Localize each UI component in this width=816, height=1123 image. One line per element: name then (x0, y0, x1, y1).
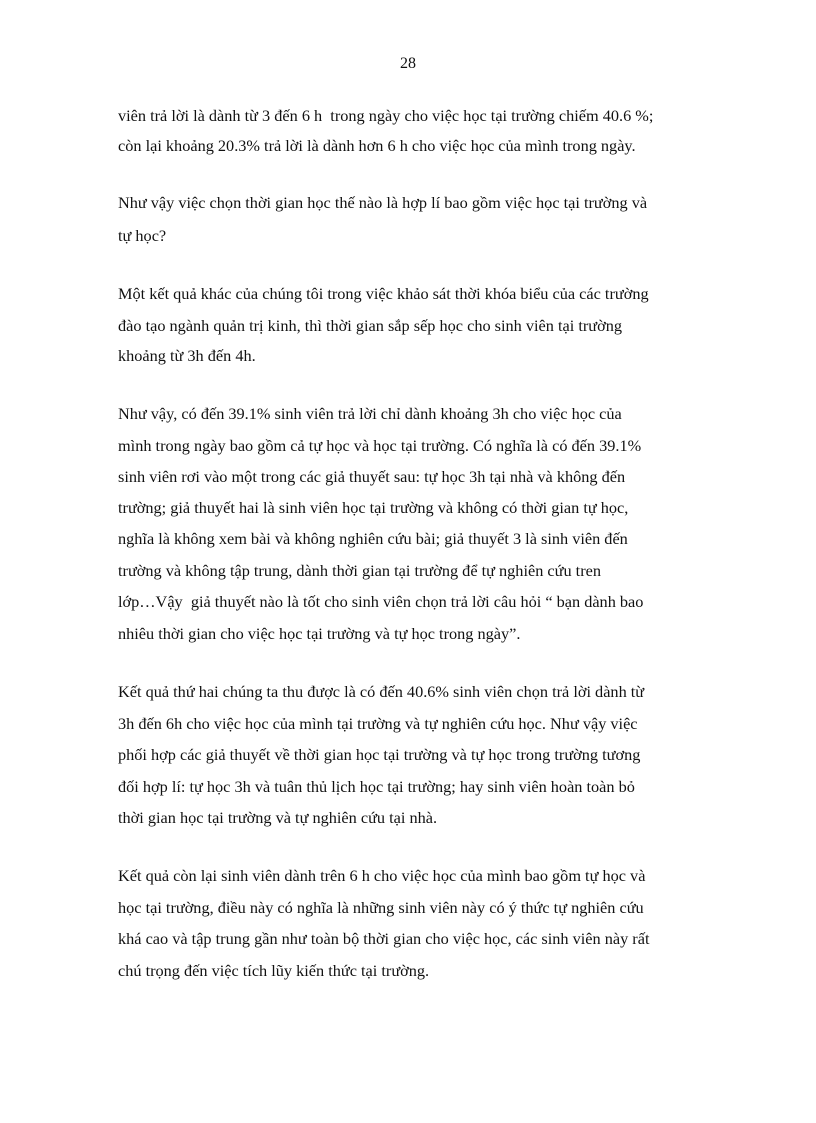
text-line: nghĩa là không xem bài và không nghiên cứu bài; giả thuyết 3 là sinh viên đến (118, 529, 628, 548)
text-line: đối hợp lí: tự học 3h và tuân thủ lịch học tại trường; hay sinh viên hoàn toàn bỏ (118, 777, 635, 796)
text-line: khá cao và tập trung gần như toàn bộ thời gian cho việc học, các sinh viên này rất (118, 929, 650, 948)
text-line: Kết quả còn lại sinh viên dành trên 6 h cho việc học của mình bao gồm tự học và (118, 866, 646, 885)
text-line: viên trả lời là dành từ 3 đến 6 h trong ngày cho việc học tại trường chiếm 40.6 %; (118, 106, 654, 125)
text-line: chú trọng đến việc tích lũy kiến thức tại trường. (118, 961, 430, 980)
text-line: trường và không tập trung, dành thời gian tại trường để tự nghiên cứu tren (118, 561, 601, 580)
text-line: thời gian học tại trường và tự nghiên cứu tại nhà. (118, 808, 438, 827)
text-line: nhiêu thời gian cho việc học tại trường và tự học trong ngày”. (118, 624, 521, 643)
text-line: Một kết quả khác của chúng tôi trong việc khảo sát thời khóa biểu của các trường (118, 284, 649, 303)
text-line: còn lại khoảng 20.3% trả lời là dành hơn 6 h cho việc học của mình trong ngày. (118, 136, 636, 155)
text-line: Kết quả thứ hai chúng ta thu được là có đến 40.6% sinh viên chọn trả lời dành từ (118, 682, 645, 701)
text-line: sinh viên rơi vào một trong các giả thuyết sau: tự học 3h tại nhà và không đến (118, 467, 626, 486)
text-line: Như vậy, có đến 39.1% sinh viên trả lời chỉ dành khoảng 3h cho việc học của (118, 404, 622, 423)
text-line: lớp…Vậy giả thuyết nào là tốt cho sinh viên chọn trả lời câu hỏi “ bạn dành bao (118, 592, 644, 611)
text-line: đào tạo ngành quản trị kinh, thì thời gian sắp sếp học cho sinh viên tại trường (118, 316, 622, 335)
text-line: tự học? (118, 226, 167, 245)
text-line: khoảng từ 3h đến 4h. (118, 346, 256, 365)
text-line: học tại trường, điều này có nghĩa là những sinh viên này có ý thức tự nghiên cứu (118, 898, 644, 917)
page-number: 28 (400, 55, 416, 72)
text-line: phối hợp các giả thuyết về thời gian học tại trường và tự học trong trường tương (118, 745, 641, 764)
text-line: mình trong ngày bao gồm cả tự học và học tại trường. Có nghĩa là có đến 39.1% (118, 436, 642, 455)
text-line: 3h đến 6h cho việc học của mình tại trường và tự nghiên cứu học. Như vậy việc (118, 714, 638, 733)
text-line: Như vậy việc chọn thời gian học thế nào là hợp lí bao gồm việc học tại trường và (118, 193, 648, 212)
text-line: trường; giả thuyết hai là sinh viên học tại trường và không có thời gian tự học, (118, 498, 629, 517)
